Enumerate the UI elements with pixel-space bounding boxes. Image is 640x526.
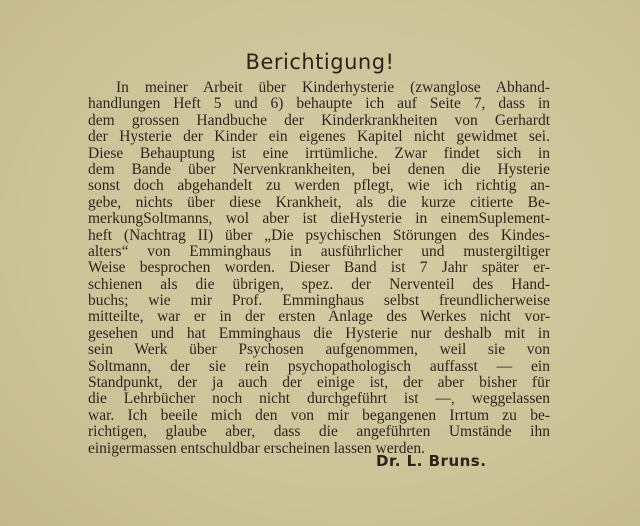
- text-line: dem Bande über Nervenkrankheiten, bei denen die Hysterie: [88, 160, 550, 178]
- text-line: gesehen und hat Emminghaus die Hysterie nur deshalb mit in: [88, 324, 550, 342]
- text-line: alters“ von Emminghaus in ausführlicher und mustergiltiger: [88, 242, 550, 260]
- text-line: mitteilte, war er in der ersten Anlage des Werkes nicht vor-: [88, 308, 550, 326]
- text-line: In meiner Arbeit über Kinderhysterie (zwanglose Abhand-: [116, 79, 550, 96]
- text-line: Soltmann, der sie rein psychopathologisch auffasst — ein: [88, 357, 550, 375]
- page-heading: Berichtigung!: [245, 50, 395, 74]
- text-line: sein Werk über Psychosen aufgenommen, weil sie von: [88, 341, 550, 359]
- text-line: heft (Nachtrag II) über „Die psychischen Störungen des Kindes-: [88, 226, 550, 244]
- text-line: der Hysterie der Kinder ein eigenes Kapitel nicht gewidmet sei.: [88, 128, 550, 146]
- text-line: Standpunkt, der ja auch der einige ist, der aber bisher für: [88, 374, 550, 392]
- text-line: einigermassen entschuldbar erscheinen lassen werden.: [88, 439, 425, 457]
- text-line: schienen als die übrigen, spez. der Nerventeil des Hand-: [88, 275, 550, 293]
- text-line: buchs; wie mir Prof. Emminghaus selbst freundlicherweise: [88, 292, 550, 310]
- text-line: die Lehrbücher noch nicht durchgeführt ist —, weggelassen: [88, 390, 550, 408]
- text-line: richtigen, glaube aber, dass die angeführten Umstände ihn: [88, 423, 550, 441]
- text-line: war. Ich beeile mich den von mir begangenen Irrtum zu be-: [88, 406, 550, 424]
- text-line: handlungen Heft 5 und 6) behaupte ich auf Seite 7, dass in: [88, 95, 550, 113]
- text-line: Diese Behauptung ist eine irrtümliche. Zwar findet sich in: [88, 144, 550, 162]
- correction-notice-body: [88, 80, 550, 457]
- text-line: sonst doch abgehandelt zu werden pflegt, wie ich richtig an-: [88, 177, 550, 195]
- text-line: Weise besprochen worden. Dieser Band ist 7 Jahr später er-: [88, 259, 550, 277]
- text-line: dem grossen Handbuche der Kinderkrankheiten von Gerhardt: [88, 111, 550, 129]
- author-signature: Dr. L. Bruns.: [376, 452, 487, 470]
- text-line: merkungSoltmanns, wol aber ist dieHysterie in einemSuplement-: [88, 210, 550, 228]
- text-line: gebe, nichts über diese Krankheit, als die kurze citierte Be-: [88, 193, 550, 211]
